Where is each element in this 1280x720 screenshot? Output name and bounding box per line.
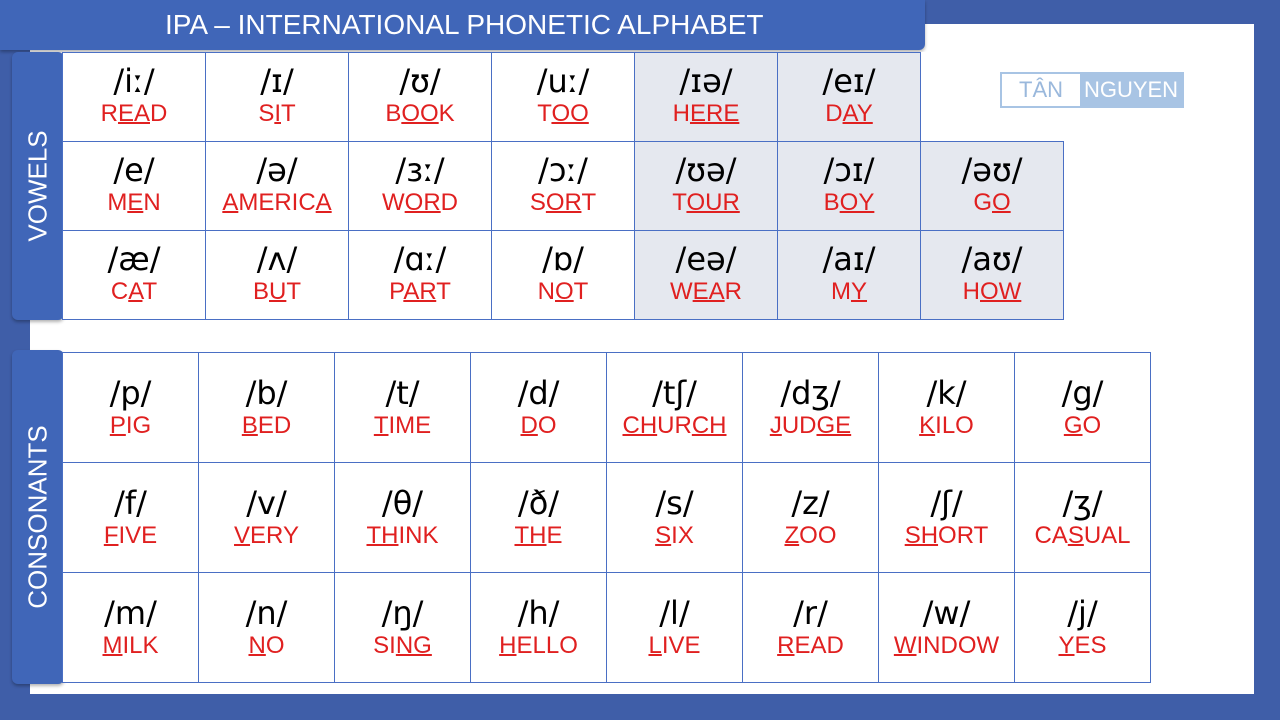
consonant-row xyxy=(63,573,1151,683)
highlighted-letters: Z xyxy=(784,522,800,549)
example-word: BOY xyxy=(823,189,875,216)
highlighted-letters: OW xyxy=(980,278,1022,305)
example-word: WINDOW xyxy=(893,632,1000,659)
highlighted-letters: D xyxy=(520,412,538,439)
consonant-cell xyxy=(743,573,879,683)
highlighted-letters: EA xyxy=(117,100,150,127)
example-word: HELLO xyxy=(499,632,578,659)
consonant-cell xyxy=(335,463,471,573)
consonant-cell xyxy=(1015,353,1151,463)
highlighted-letters: NG xyxy=(395,632,432,659)
highlighted-letters: I xyxy=(274,100,281,127)
consonant-cell xyxy=(607,353,743,463)
highlighted-letters: OR xyxy=(545,189,582,216)
example-word: JUDGE xyxy=(769,412,852,439)
highlighted-letters: N xyxy=(248,632,266,659)
ipa-symbol: /iː/ xyxy=(113,62,155,100)
consonant-cell xyxy=(63,573,199,683)
vowel-cell xyxy=(778,142,921,231)
ipa-symbol: /dʒ/ xyxy=(780,374,841,412)
ipa-symbol: /k/ xyxy=(926,374,967,412)
ipa-symbol: /əʊ/ xyxy=(961,151,1023,189)
example-word: MY xyxy=(830,278,867,305)
consonant-cell xyxy=(879,353,1015,463)
vowel-cell xyxy=(635,231,778,320)
example-word: FIVE xyxy=(103,522,158,549)
ipa-symbol: /ɜː/ xyxy=(395,151,445,189)
highlighted-letters: ERE xyxy=(689,100,740,127)
example-word: READ xyxy=(777,632,844,659)
example-word: DAY xyxy=(825,100,873,127)
example-word: MEN xyxy=(107,189,161,216)
consonant-cell xyxy=(335,353,471,463)
ipa-symbol: /b/ xyxy=(245,374,288,412)
consonant-cell xyxy=(607,573,743,683)
consonant-cell xyxy=(1015,573,1151,683)
example-word: KILO xyxy=(919,412,974,439)
highlighted-letters: J xyxy=(769,412,782,439)
highlighted-letters: E xyxy=(127,189,144,216)
vowel-cell xyxy=(492,231,635,320)
example-word: TOUR xyxy=(672,189,740,216)
ipa-symbol: /ʌ/ xyxy=(256,240,298,278)
example-word: CAT xyxy=(110,278,158,305)
example-word: GO xyxy=(1063,412,1102,439)
consonant-cell xyxy=(199,573,335,683)
vowel-cell xyxy=(921,231,1064,320)
vowel-cell xyxy=(63,231,206,320)
logo-part-1: TÂN xyxy=(1002,74,1080,106)
example-word: ZOO xyxy=(784,522,837,549)
ipa-symbol: /v/ xyxy=(246,484,287,522)
highlighted-letters: S xyxy=(1067,522,1084,549)
ipa-symbol: /l/ xyxy=(659,594,690,632)
highlighted-letters: W xyxy=(893,632,917,659)
highlighted-letters: GE xyxy=(816,412,852,439)
ipa-symbol: /ɪ/ xyxy=(260,62,294,100)
example-word: LIVE xyxy=(648,632,701,659)
vowel-cell xyxy=(921,142,1064,231)
highlighted-letters: EA xyxy=(692,278,725,305)
vowel-cell xyxy=(778,53,921,142)
ipa-symbol: /ʒ/ xyxy=(1062,484,1103,522)
ipa-symbol: /p/ xyxy=(109,374,152,412)
ipa-symbol: /ʃ/ xyxy=(930,484,963,522)
example-word: TOO xyxy=(537,100,589,127)
highlighted-letters: OR xyxy=(404,189,441,216)
ipa-symbol: /z/ xyxy=(791,484,830,522)
ipa-symbol: /uː/ xyxy=(536,62,590,100)
example-word: YES xyxy=(1058,632,1107,659)
example-word: VERY xyxy=(234,522,299,549)
highlighted-letters: P xyxy=(109,412,126,439)
example-word: WORD xyxy=(382,189,458,216)
example-word: SING xyxy=(373,632,432,659)
example-word: SORT xyxy=(529,189,597,216)
ipa-symbol: /aɪ/ xyxy=(822,240,876,278)
highlighted-letters: Y xyxy=(850,278,867,305)
consonant-cell xyxy=(879,573,1015,683)
ipa-symbol: /ɪə/ xyxy=(679,62,733,100)
highlighted-letters: O xyxy=(555,278,574,305)
vowels-table xyxy=(62,52,1064,320)
highlighted-letters: OUR xyxy=(686,189,740,216)
ipa-symbol: /r/ xyxy=(793,594,828,632)
vowel-cell xyxy=(206,142,349,231)
example-word: GO xyxy=(973,189,1011,216)
ipa-symbol: /θ/ xyxy=(381,484,424,522)
highlighted-letters: H xyxy=(499,632,517,659)
example-word: PIG xyxy=(109,412,152,439)
example-word: BOOK xyxy=(385,100,455,127)
consonant-cell xyxy=(471,463,607,573)
ipa-symbol: /eɪ/ xyxy=(822,62,876,100)
vowels-section-tab xyxy=(12,52,64,320)
consonant-cell xyxy=(63,353,199,463)
vowel-row xyxy=(63,231,1064,320)
ipa-symbol: /eə/ xyxy=(675,240,737,278)
highlighted-letters: B xyxy=(241,412,258,439)
ipa-symbol: /ð/ xyxy=(517,484,560,522)
consonant-cell xyxy=(63,463,199,573)
vowel-row xyxy=(63,142,1064,231)
example-word: SIX xyxy=(655,522,694,549)
ipa-symbol: /ɑː/ xyxy=(393,240,447,278)
consonant-cell xyxy=(1015,463,1151,573)
ipa-symbol: /ʊ/ xyxy=(399,62,441,100)
highlighted-letters: CH xyxy=(622,412,658,439)
vowel-cell xyxy=(63,53,206,142)
consonant-cell xyxy=(879,463,1015,573)
highlighted-letters: L xyxy=(648,632,662,659)
example-word: BUT xyxy=(252,278,302,305)
consonant-cell xyxy=(471,353,607,463)
example-word: SIT xyxy=(258,100,296,127)
ipa-symbol: /f/ xyxy=(114,484,147,522)
brand-logo xyxy=(1000,72,1184,108)
highlighted-letters: G xyxy=(1063,412,1083,439)
consonant-row xyxy=(63,463,1151,573)
example-word: CHURCH xyxy=(622,412,727,439)
consonant-cell xyxy=(199,353,335,463)
highlighted-letters: A xyxy=(222,189,239,216)
highlighted-letters: A xyxy=(315,189,332,216)
highlighted-letters: U xyxy=(269,278,287,305)
consonants-section-tab xyxy=(12,350,64,684)
consonant-cell xyxy=(607,463,743,573)
highlighted-letters: F xyxy=(103,522,119,549)
ipa-symbol: /j/ xyxy=(1067,594,1098,632)
highlighted-letters: K xyxy=(919,412,936,439)
highlighted-letters: M xyxy=(102,632,123,659)
ipa-symbol: /ɒ/ xyxy=(542,240,584,278)
ipa-symbol: /ʊə/ xyxy=(675,151,737,189)
example-word: THINK xyxy=(366,522,439,549)
consonant-cell xyxy=(743,463,879,573)
highlighted-letters: SH xyxy=(904,522,939,549)
example-word: WEAR xyxy=(669,278,742,305)
example-word: SHORT xyxy=(904,522,989,549)
example-word: AMERICA xyxy=(222,189,332,216)
highlighted-letters: V xyxy=(234,522,251,549)
vowel-cell xyxy=(63,142,206,231)
example-word: DO xyxy=(520,412,557,439)
highlighted-letters: S xyxy=(655,522,672,549)
vowel-cell xyxy=(492,142,635,231)
highlighted-letters: CH xyxy=(691,412,727,439)
ipa-symbol: /h/ xyxy=(517,594,560,632)
consonant-row xyxy=(63,353,1151,463)
vowel-row xyxy=(63,53,1064,142)
logo-part-2: NGUYEN xyxy=(1080,74,1182,106)
consonants-label: CONSONANTS xyxy=(22,425,53,609)
highlighted-letters: O xyxy=(992,189,1011,216)
example-word: READ xyxy=(100,100,168,127)
ipa-symbol: /tʃ/ xyxy=(652,374,697,412)
highlighted-letters: OO xyxy=(551,100,589,127)
vowel-cell xyxy=(349,231,492,320)
vowel-cell xyxy=(206,231,349,320)
ipa-symbol: /m/ xyxy=(104,594,157,632)
example-word: BED xyxy=(241,412,292,439)
highlighted-letters: TH xyxy=(366,522,399,549)
highlighted-letters: T xyxy=(373,412,389,439)
example-word: HERE xyxy=(672,100,740,127)
highlighted-letters: OO xyxy=(401,100,439,127)
ipa-symbol: /n/ xyxy=(245,594,288,632)
example-word: HOW xyxy=(962,278,1022,305)
ipa-symbol: /ŋ/ xyxy=(381,594,424,632)
ipa-symbol: /g/ xyxy=(1061,374,1104,412)
example-word: TIME xyxy=(373,412,432,439)
highlighted-letters: AR xyxy=(403,278,437,305)
ipa-symbol: /æ/ xyxy=(107,240,161,278)
page-title: IPA – INTERNATIONAL PHONETIC ALPHABET xyxy=(0,0,925,50)
highlighted-letters: Y xyxy=(1058,632,1075,659)
consonants-table xyxy=(62,352,1151,683)
example-word: MILK xyxy=(102,632,159,659)
consonant-cell xyxy=(335,573,471,683)
example-word: PART xyxy=(389,278,451,305)
ipa-symbol: /ɔː/ xyxy=(538,151,588,189)
vowel-cell xyxy=(635,142,778,231)
example-word: NO xyxy=(248,632,285,659)
highlighted-letters: AY xyxy=(842,100,873,127)
vowel-cell xyxy=(349,53,492,142)
vowel-cell xyxy=(206,53,349,142)
ipa-symbol: /s/ xyxy=(655,484,694,522)
highlighted-letters: OY xyxy=(839,189,875,216)
highlighted-letters: TH xyxy=(514,522,547,549)
vowel-cell xyxy=(778,231,921,320)
example-word: THE xyxy=(514,522,563,549)
ipa-symbol: /t/ xyxy=(385,374,420,412)
vowel-cell xyxy=(635,53,778,142)
ipa-symbol: /w/ xyxy=(922,594,971,632)
example-word: NOT xyxy=(537,278,589,305)
highlighted-letters: A xyxy=(128,278,143,305)
vowel-cell xyxy=(492,53,635,142)
ipa-symbol: /ə/ xyxy=(256,151,298,189)
consonant-cell xyxy=(199,463,335,573)
consonant-cell xyxy=(743,353,879,463)
example-word: CASUAL xyxy=(1034,522,1131,549)
highlighted-letters: R xyxy=(777,632,795,659)
ipa-symbol: /ɔɪ/ xyxy=(823,151,875,189)
ipa-symbol: /aʊ/ xyxy=(961,240,1023,278)
vowel-cell xyxy=(349,142,492,231)
consonant-cell xyxy=(471,573,607,683)
vowels-label: VOWELS xyxy=(22,130,53,242)
ipa-symbol: /e/ xyxy=(113,151,155,189)
ipa-symbol: /d/ xyxy=(517,374,560,412)
